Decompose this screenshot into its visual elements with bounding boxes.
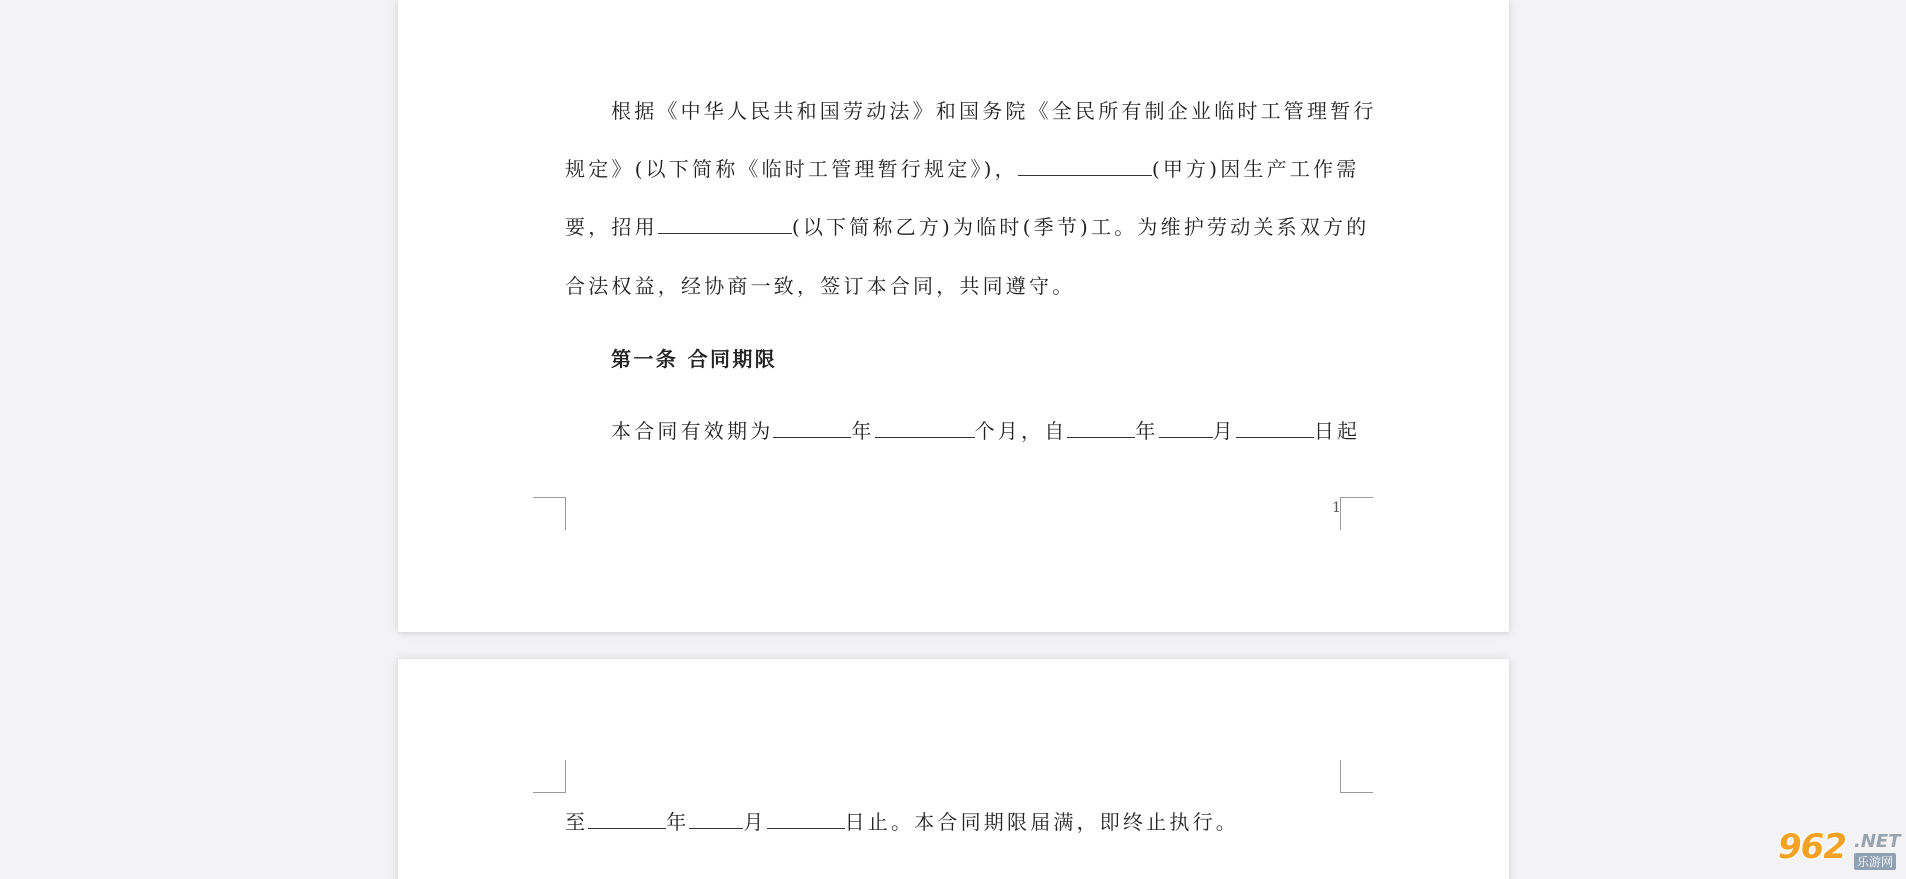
- paragraph-line-1: [611, 98, 1377, 124]
- site-watermark-logo: [1774, 829, 1902, 873]
- article-heading-text: 第一条 合同期限: [611, 347, 778, 371]
- page-number: 1: [1332, 500, 1341, 516]
- term-text: 年: [851, 419, 875, 443]
- crop-mark-top-right: [1340, 760, 1373, 793]
- term-end-line: [565, 809, 1239, 835]
- paragraph-text: 根据《中华人民共和国劳动法》和国务院《全民所有制企业临时工管理暂行: [611, 99, 1377, 123]
- paragraph-text: (甲方)因生产工作需: [1151, 157, 1360, 181]
- term-text: 至: [565, 810, 589, 834]
- term-text: 日起: [1313, 419, 1361, 443]
- start-month-blank[interactable]: [1159, 419, 1213, 438]
- term-text: 个月，自: [974, 419, 1068, 443]
- party-a-blank[interactable]: [1018, 157, 1152, 176]
- logo-number: 962: [1778, 827, 1846, 867]
- start-year-blank[interactable]: [1067, 419, 1135, 438]
- paragraph-text: 规定》(以下简称《临时工管理暂行规定》)，: [565, 157, 1018, 181]
- crop-mark-bottom-right: [1340, 497, 1373, 530]
- party-b-blank[interactable]: [658, 215, 792, 234]
- logo-domain: .NET: [1854, 831, 1901, 852]
- paragraph-text: 合法权益，经协商一致，签订本合同，共同遵守。: [565, 274, 1076, 298]
- term-text: 月: [1212, 419, 1236, 443]
- paragraph-text: (以下简称乙方)为临时(季节)工。为维护劳动关系双方的: [791, 215, 1370, 239]
- end-month-blank[interactable]: [689, 810, 743, 829]
- crop-mark-bottom-left: [533, 497, 566, 530]
- paragraph-text: 要，招用: [565, 215, 658, 239]
- document-page-1: [398, 0, 1509, 632]
- start-day-blank[interactable]: [1236, 419, 1314, 438]
- term-text: 年: [1135, 419, 1159, 443]
- term-months-blank[interactable]: [875, 419, 975, 438]
- term-text: 月: [743, 810, 767, 834]
- article-heading: [611, 346, 777, 372]
- end-year-blank[interactable]: [588, 810, 666, 829]
- end-day-blank[interactable]: [767, 810, 845, 829]
- term-text: 本合同有效期为: [611, 419, 774, 443]
- term-line: [611, 418, 1360, 444]
- crop-mark-top-left: [533, 760, 566, 793]
- paragraph-line-3: [565, 214, 1369, 240]
- term-text: 日止。本合同期限届满，即终止执行。: [844, 810, 1240, 834]
- logo-subtitle: 乐游网: [1854, 853, 1896, 870]
- term-text: 年: [666, 810, 690, 834]
- paragraph-line-4: [565, 273, 1075, 299]
- term-years-blank[interactable]: [773, 419, 851, 438]
- paragraph-line-2: [565, 156, 1359, 182]
- document-page-2: [398, 659, 1509, 879]
